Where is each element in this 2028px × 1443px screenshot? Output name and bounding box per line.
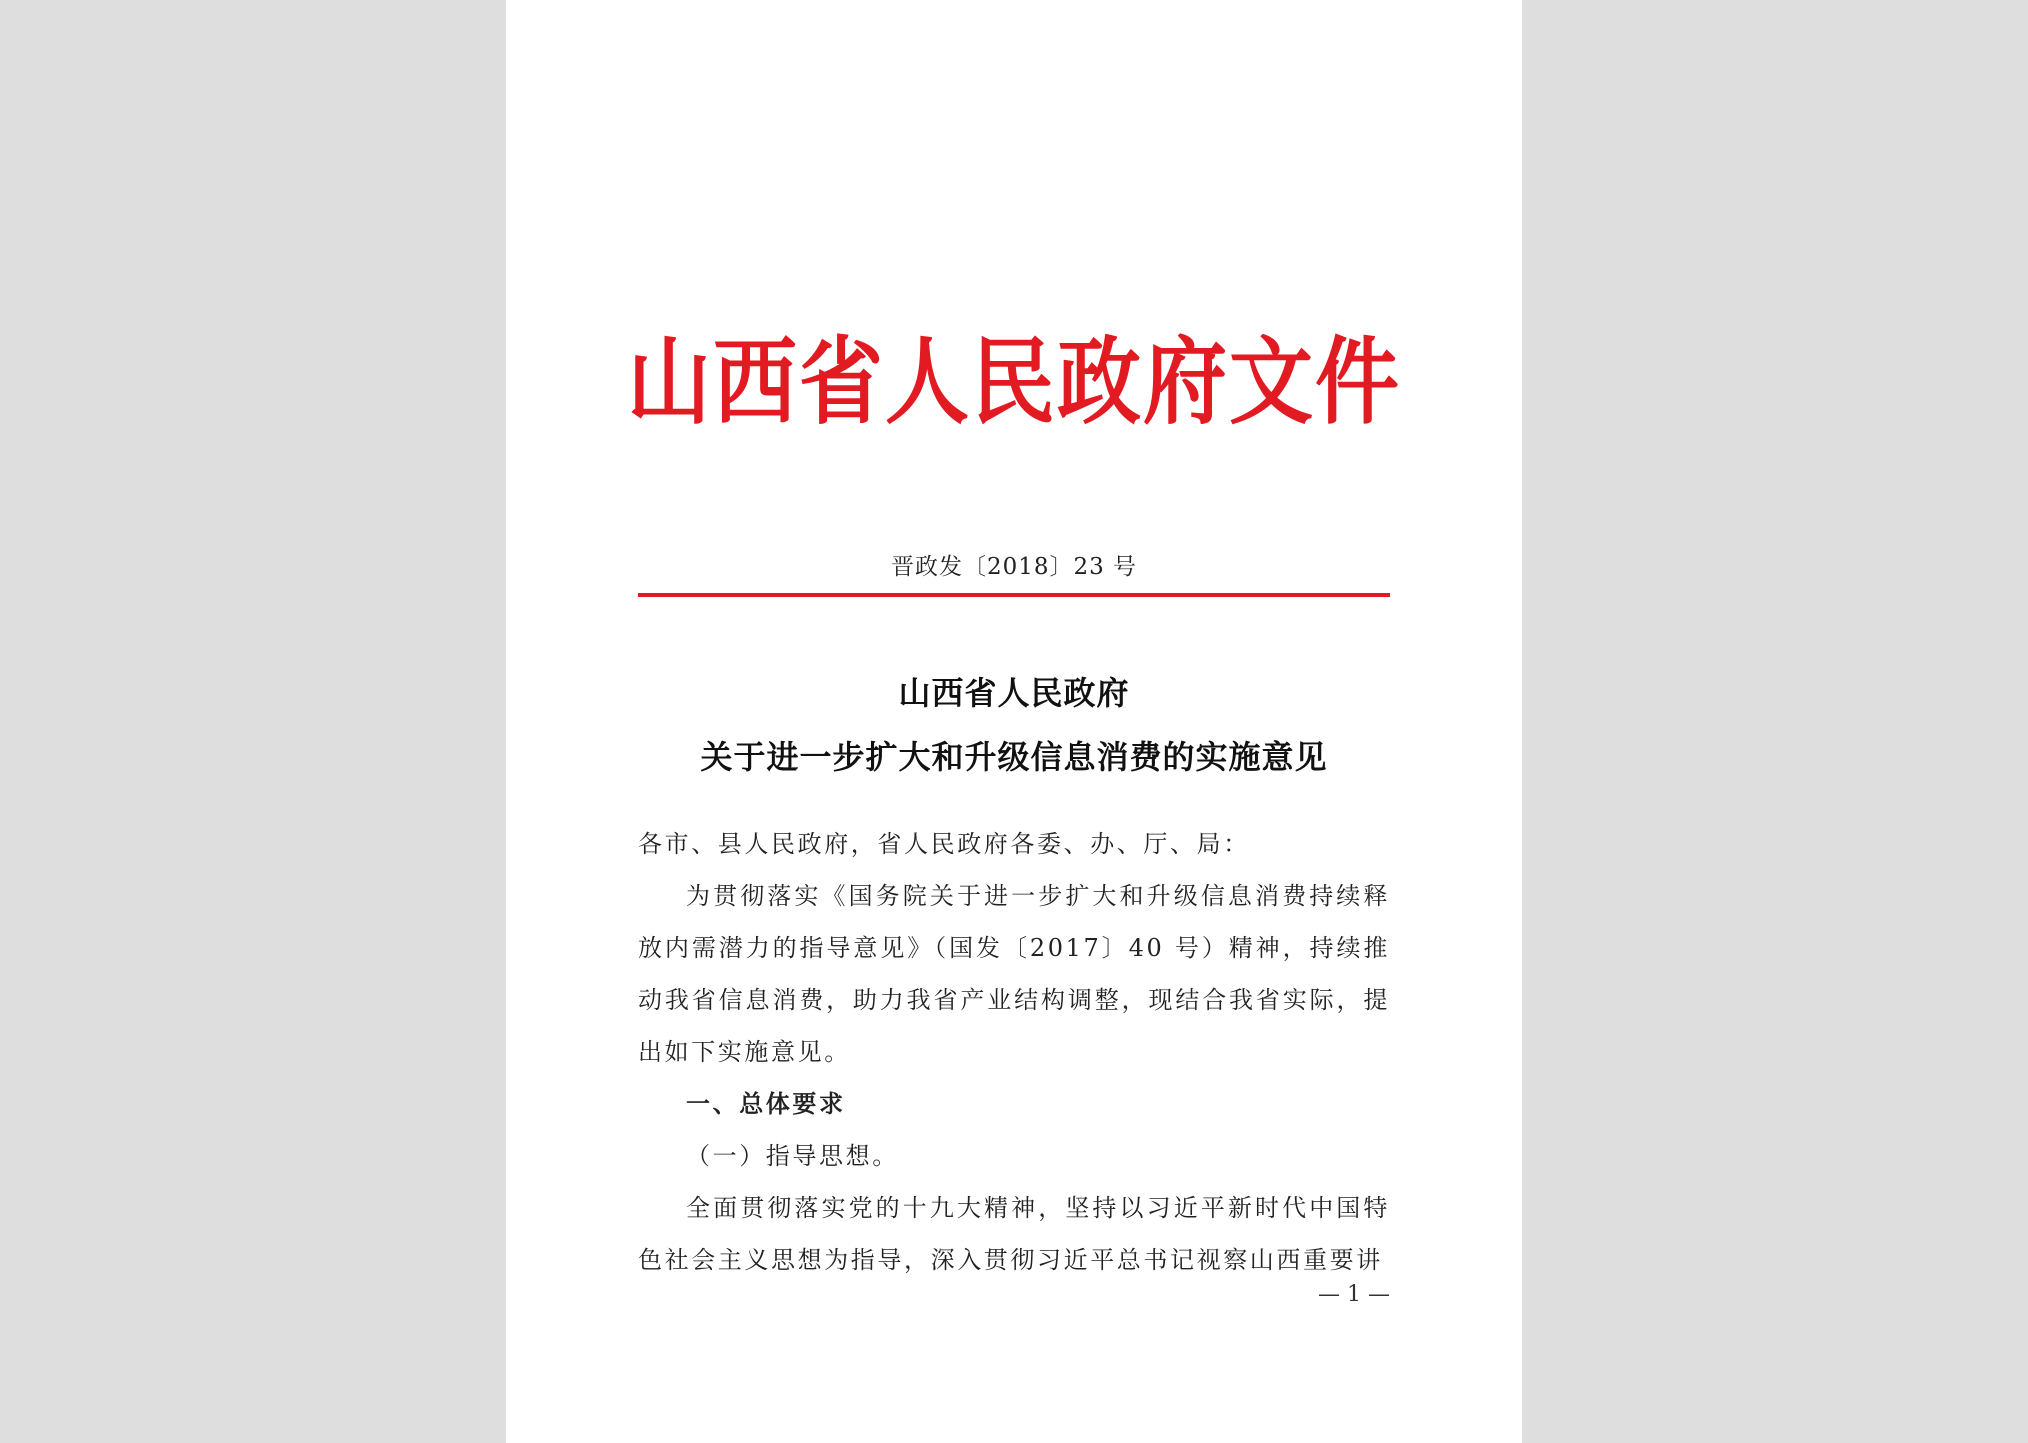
- subsection-heading: （一）指导思想。: [686, 1142, 899, 1170]
- salutation: 各市、县人民政府，省人民政府各委、办、厅、局：: [638, 830, 1250, 858]
- document-body: [638, 818, 1390, 1286]
- document-title-subject: 关于进一步扩大和升级信息消费的实施意见: [700, 738, 1328, 776]
- red-divider: [638, 593, 1390, 597]
- document-masthead: 山西省人民政府文件: [626, 326, 1401, 437]
- document-page: [506, 0, 1522, 1443]
- section-heading: 一、总体要求: [686, 1090, 846, 1118]
- intro-paragraph: 为贯彻落实《国务院关于进一步扩大和升级信息消费持续释放内需潜力的指导意见》（国发〔2017〕40 号）精神，持续推动我省信息消费，助力我省产业结构调整，现结合我省实际，提出如下实施意见。: [638, 882, 1390, 1066]
- page-number: — 1 —: [1318, 1282, 1390, 1307]
- document-title-issuer: 山西省人民政府: [898, 674, 1130, 712]
- document-number: 晋政发〔2018〕23 号: [890, 554, 1138, 580]
- guiding-paragraph: 全面贯彻落实党的十九大精神，坚持以习近平新时代中国特色社会主义思想为指导，深入贯彻习近平总书记视察山西重要讲: [638, 1194, 1390, 1274]
